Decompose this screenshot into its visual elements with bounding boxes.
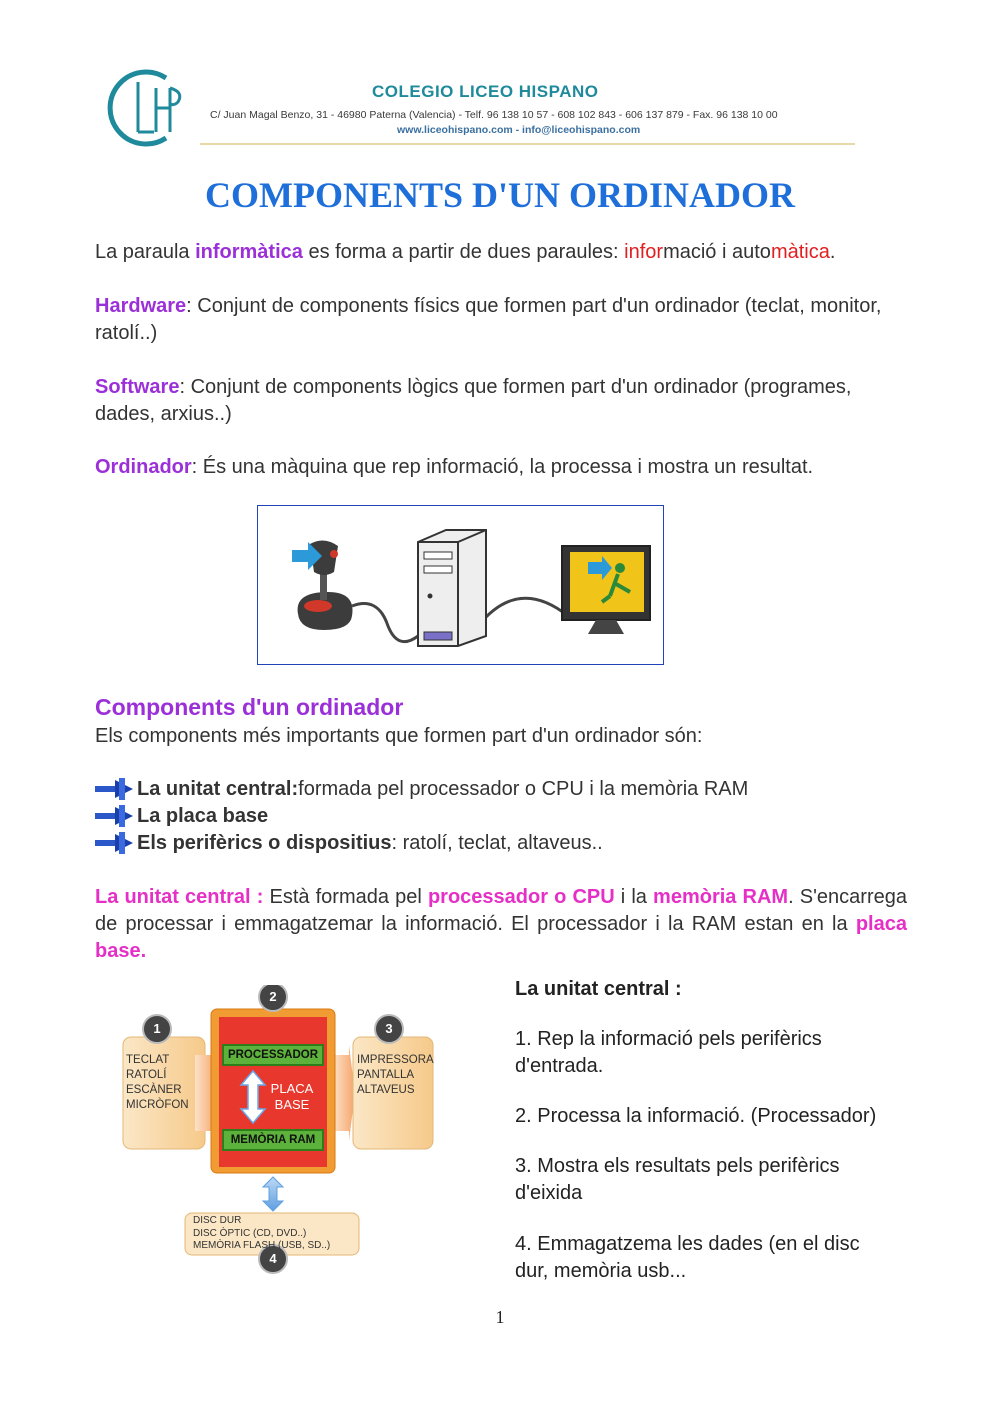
school-logo — [104, 66, 194, 150]
bullet-placa-base: La placa base — [95, 803, 268, 829]
side-heading: La unitat central : — [515, 978, 682, 1000]
side-step-3: 3. Mostra els resultats pels perifèrics d'eixida — [515, 1155, 840, 1204]
central-unit-paragraph: La unitat central : Està formada pel processador o CPU i la memòria RAM. S'encarrega de processar i emmagatzemar la informació. El processador i la RAM estan en la placa base. — [95, 886, 907, 962]
diagram-storage: DISC DUR DISC ÒPTIC (CD, DVD..) MEMÒRIA FLASH (USB, SD..) — [193, 1215, 331, 1251]
diagram-board: PLACA BASE — [270, 1081, 314, 1112]
diagram-outputs: IMPRESSORA PANTALLA ALTAVEUS — [357, 1054, 434, 1096]
hardware-definition: Hardware: Conjunt de components físics que formen part d'un ordinador (teclat, monitor, ratolí..) — [95, 295, 882, 344]
ordinador-definition: Ordinador: És una màquina que rep informació, la processa i mostra un resultat. — [95, 456, 814, 478]
header-divider — [200, 143, 855, 145]
diagram-number-2: 2 — [269, 989, 277, 1004]
diagram-processor: PROCESSADOR — [227, 1049, 319, 1061]
diagram-number-4: 4 — [269, 1251, 277, 1266]
side-step-1: 1. Rep la informació pels perifèrics d'entrada. — [515, 1028, 822, 1077]
side-step-4: 4. Emmagatzema les dades (en el disc dur, memòria usb... — [515, 1233, 860, 1282]
diagram-number-3: 3 — [385, 1021, 393, 1036]
components-intro: Els components més importants que formen part d'un ordinador són: — [95, 725, 703, 747]
side-step-2: 2. Processa la informació. (Processador) — [515, 1105, 877, 1127]
school-address: C/ Juan Magal Benzo, 31 - 46980 Paterna (Valencia) - Telf. 96 138 10 57 - 608 102 843 - 606 137 879 - Fax. 96 138 10 00 — [210, 109, 778, 121]
diagram-inputs: TECLAT RATOLÍ ESCÀNER MICRÒFON — [126, 1054, 189, 1111]
page-title: COMPONENTS D'UN ORDINADOR — [204, 175, 795, 215]
computer-tower-icon — [418, 530, 486, 646]
components-heading: Components d'un ordinador — [95, 694, 404, 720]
software-definition: Software: Conjunt de components lògics que formen part d'un ordinador (programes, dades, arxius..) — [95, 376, 852, 425]
intro-paragraph: La paraula informàtica es forma a partir de dues paraules: informació i automàtica. — [95, 241, 836, 263]
diagram-ram: MEMÒRIA RAM — [230, 1134, 316, 1146]
bullet-arrow-icon — [95, 832, 135, 854]
school-web: www.liceohispano.com - info@liceohispano.com — [397, 124, 641, 136]
central-unit-diagram — [115, 985, 445, 1275]
page-number: 1 — [495, 1307, 505, 1327]
school-name: COLEGIO LICEO HISPANO — [372, 82, 599, 101]
bullet-arrow-icon — [95, 778, 135, 800]
monitor-icon — [562, 546, 650, 634]
bullet-perifèrics: Els perifèrics o dispositius : ratolí, teclat, altaveus.. — [95, 830, 603, 856]
computer-illustration — [257, 505, 664, 665]
diagram-number-1: 1 — [153, 1021, 161, 1036]
bullet-arrow-icon — [95, 805, 135, 827]
bullet-unitat-central: La unitat central: formada pel processador o CPU i la memòria RAM — [95, 776, 748, 802]
